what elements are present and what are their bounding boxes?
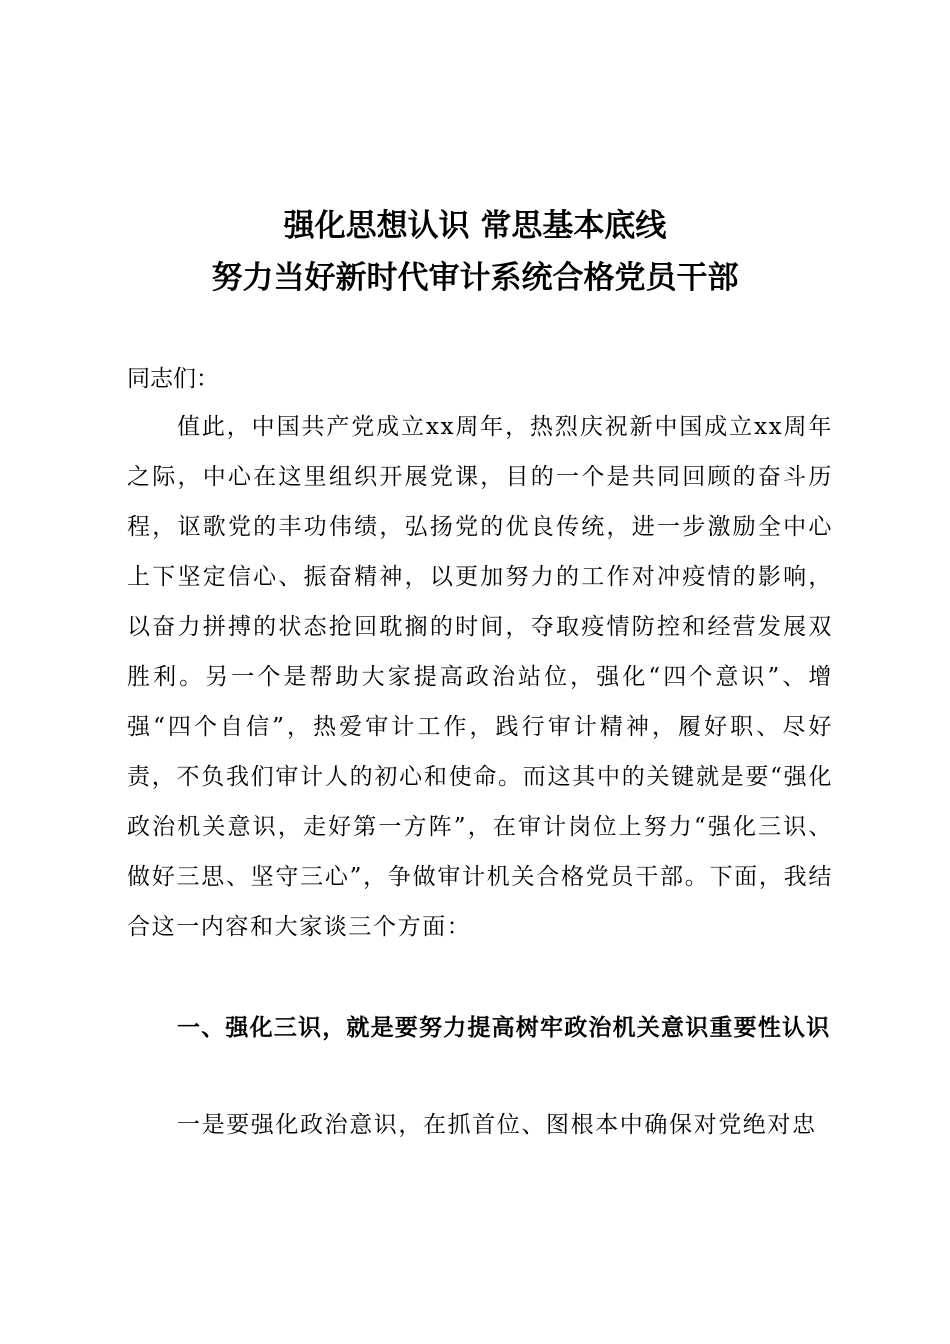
body-paragraph-section-1: 一是要强化政治意识，在抓首位、图根本中确保对党绝对忠: [177, 1112, 817, 1138]
document-title-line-2: 努力当好新时代审计系统合格党员干部: [211, 260, 739, 296]
section-heading-1: 一、强化三识，就是要努力提高树牢政治机关意识重要性认识: [177, 1015, 831, 1041]
document-title-line-1: 强化思想认识 常思基本底线: [283, 208, 667, 244]
salutation: 同志们：: [127, 366, 219, 392]
body-paragraph-intro: 值此，中国共产党成立xx周年，热烈庆祝新中国成立xx周年之际，中心在这里组织开展党课，目的一个是共同回顾的奋斗历程，讴歌党的丰功伟绩，弘扬党的优良传统，进一步激励全中心上下坚定信心、振奋精神，以更加努力的工作对冲疫情的影响，以奋力拼搏的状态抢回耽搁的时间，夺取疫情防控和经营发展双胜利。另一个是帮助大家提高政治站位，强化“四个意识”、增强“四个自信”，热爱审计工作，践行审计精神，履好职、尽好责，不负我们审计人的初心和使命。而这其中的关键就是要“强化政治机关意识，走好第一方阵”，在审计岗位上努力“强化三识、做好三思、坚守三心”，争做审计机关合格党员干部。下面，我结合这一内容和大家谈三个方面：: [127, 414, 833, 940]
